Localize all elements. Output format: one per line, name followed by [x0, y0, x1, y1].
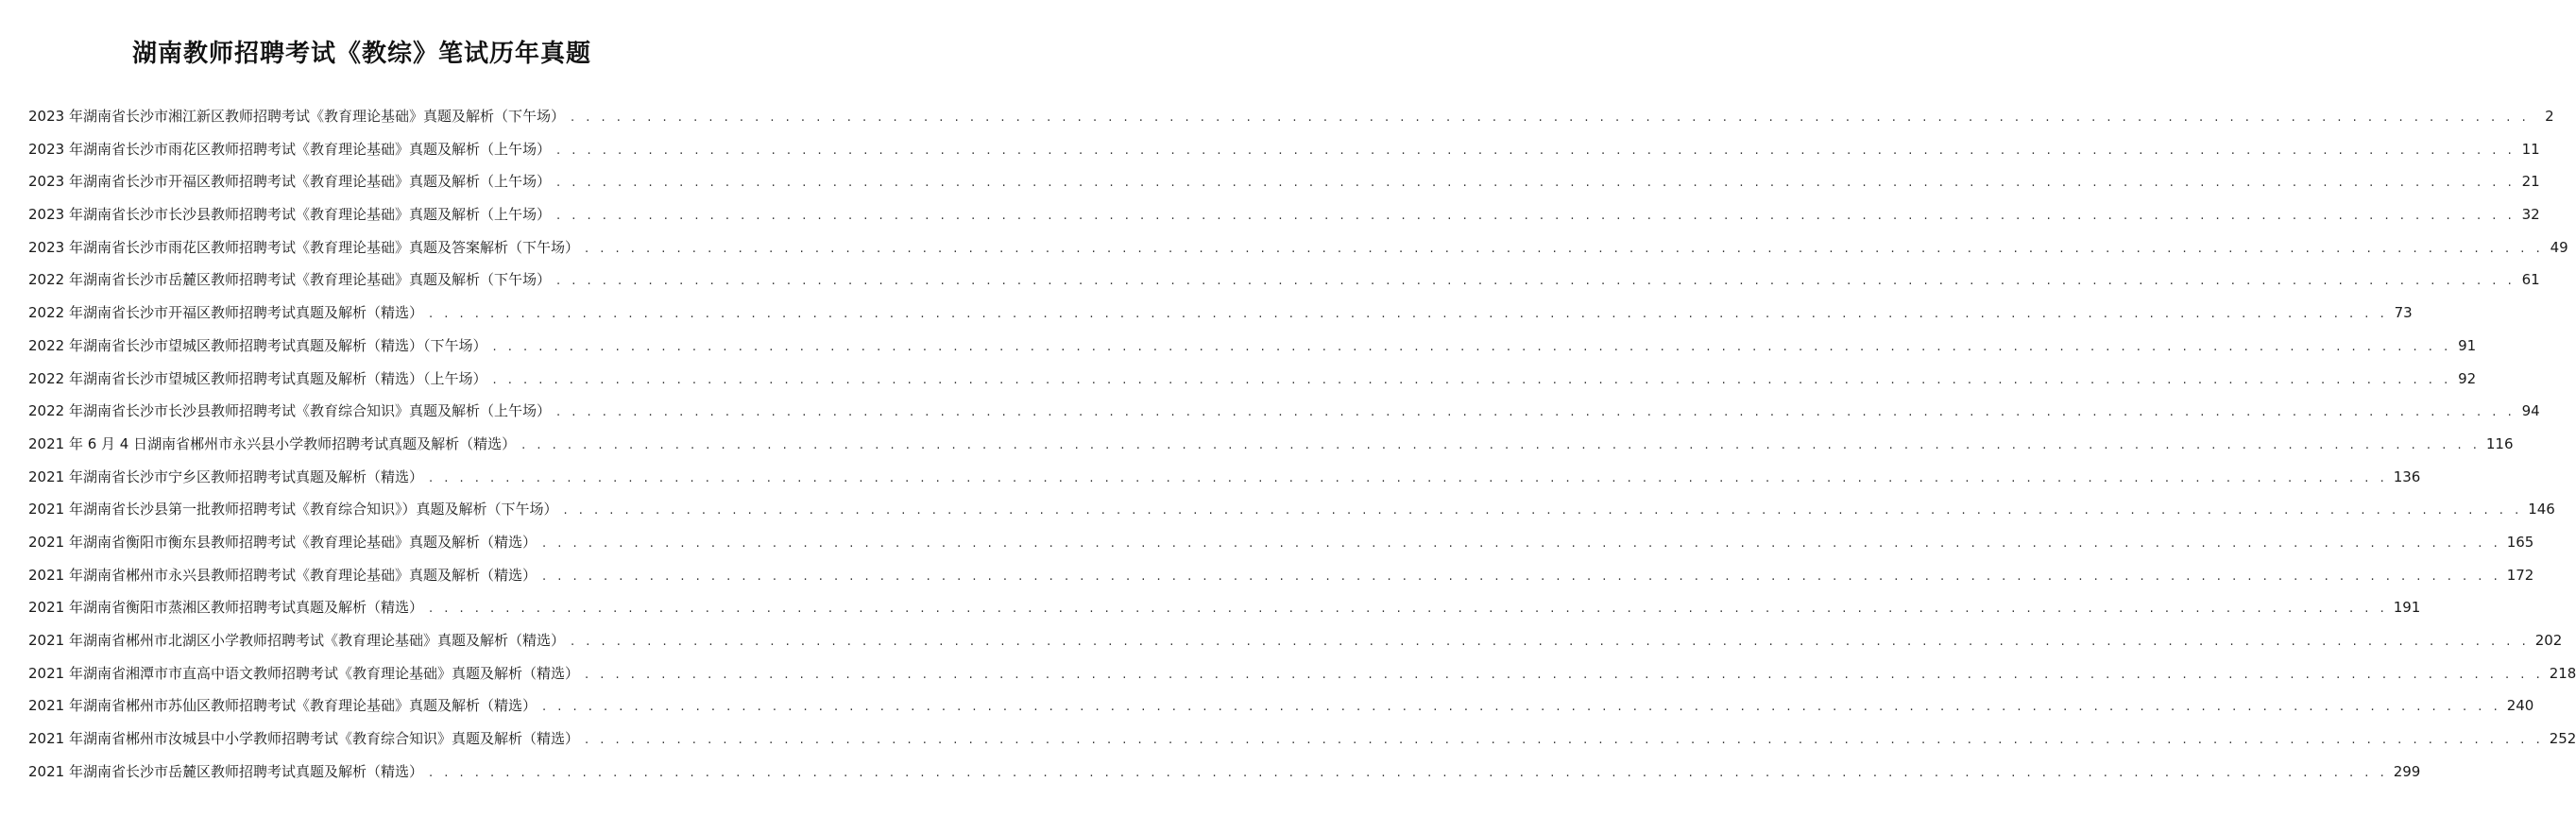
toc-entry[interactable] — [28, 532, 2534, 565]
toc-entry[interactable] — [28, 565, 2534, 598]
toc-dot-leader — [556, 209, 2516, 223]
toc-entry-page-number: 11 — [2521, 140, 2540, 158]
toc-entry[interactable] — [28, 368, 2477, 401]
toc-entry[interactable] — [28, 597, 2421, 630]
toc-entry-title: 2023 年湖南省长沙市长沙县教师招聘考试《教育理论基础》真题及解析（上午场） — [28, 206, 551, 224]
toc-entry[interactable] — [28, 467, 2421, 500]
toc-entry-page-number: 94 — [2521, 402, 2540, 420]
toc-entry[interactable] — [28, 106, 2554, 139]
toc-entry[interactable] — [28, 695, 2534, 728]
toc-entry-title: 2021 年湖南省长沙市宁乡区教师招聘考试真题及解析（精选） — [28, 468, 423, 485]
toc-entry-title: 2021 年湖南省湘潭市市直高中语文教师招聘考试《教育理论基础》真题及解析（精选） — [28, 664, 579, 682]
page-title: 湖南教师招聘考试《教综》笔试历年真题 — [131, 40, 591, 68]
toc-entry-page-number: 218 — [2549, 664, 2576, 682]
toc-entry-page-number: 172 — [2506, 566, 2534, 584]
toc-entry-page-number: 92 — [2458, 369, 2477, 387]
toc-dot-leader — [521, 438, 2481, 452]
toc-entry[interactable] — [28, 400, 2540, 434]
toc-entry-page-number: 165 — [2506, 533, 2534, 551]
toc-entry[interactable] — [28, 335, 2477, 368]
toc-entry-title: 2023 年湖南省长沙市雨花区教师招聘考试《教育理论基础》真题及解析（上午场） — [28, 140, 551, 158]
toc-entry-title: 2022 年湖南省长沙市开福区教师招聘考试真题及解析（精选） — [28, 304, 423, 322]
toc-dot-leader — [542, 536, 2501, 551]
toc-entry[interactable] — [28, 434, 2514, 467]
toc-dot-leader — [429, 602, 2388, 616]
toc-entry-page-number: 116 — [2485, 434, 2514, 452]
toc-entry-page-number: 49 — [2550, 238, 2568, 256]
toc-entry-title: 2023 年湖南省长沙市湘江新区教师招聘考试《教育理论基础》真题及解析（下午场） — [28, 108, 565, 125]
toc-dot-leader — [556, 274, 2516, 288]
toc-entry[interactable] — [28, 171, 2540, 204]
toc-entry[interactable] — [28, 728, 2576, 761]
toc-entry-title: 2023 年湖南省长沙市开福区教师招聘考试《教育理论基础》真题及解析（上午场） — [28, 173, 551, 191]
toc-dot-leader — [556, 405, 2516, 419]
toc-dot-leader — [429, 307, 2388, 321]
toc-entry-page-number: 21 — [2521, 173, 2540, 191]
toc-dot-leader — [585, 242, 2544, 256]
toc-dot-leader — [585, 668, 2544, 682]
toc-entry-page-number: 32 — [2521, 206, 2540, 224]
toc-entry[interactable] — [28, 269, 2540, 302]
toc-entry-page-number: 91 — [2458, 336, 2477, 354]
toc-dot-leader — [571, 635, 2530, 649]
toc-entry-title: 2022 年湖南省长沙市岳麓区教师招聘考试《教育理论基础》真题及解析（下午场） — [28, 271, 551, 289]
toc-entry-page-number: 61 — [2521, 271, 2540, 289]
toc-dot-leader — [585, 733, 2544, 747]
toc-entry-title: 2021 年湖南省郴州市北湖区小学教师招聘考试《教育理论基础》真题及解析（精选） — [28, 632, 565, 649]
toc-entry-title: 2023 年湖南省长沙市雨花区教师招聘考试《教育理论基础》真题及答案解析（下午场） — [28, 238, 579, 256]
toc-entry[interactable] — [28, 499, 2555, 532]
toc-entry-page-number: 252 — [2549, 730, 2576, 748]
toc-entry-page-number: 202 — [2534, 632, 2563, 649]
toc-entry-title: 2022 年湖南省长沙市望城区教师招聘考试真题及解析（精选）（上午场） — [28, 369, 487, 387]
toc-dot-leader — [571, 110, 2530, 125]
toc-dot-leader — [492, 373, 2451, 387]
toc-entry-title: 2021 年湖南省长沙县第一批教师招聘考试《教育综合知识》）真题及解析（下午场） — [28, 501, 558, 518]
toc-entry[interactable] — [28, 630, 2563, 663]
toc-entry-title: 2022 年湖南省长沙市长沙县教师招聘考试《教育综合知识》真题及解析（上午场） — [28, 402, 551, 420]
toc-entry-title: 2021 年湖南省郴州市汝城县中小学教师招聘考试《教育综合知识》真题及解析（精选） — [28, 730, 579, 748]
toc-entry[interactable] — [28, 663, 2576, 696]
toc-entry-title: 2021 年湖南省郴州市永兴县教师招聘考试《教育理论基础》真题及解析（精选） — [28, 566, 537, 584]
toc-entry-page-number: 240 — [2506, 697, 2534, 715]
toc-entry-title: 2021 年湖南省衡阳市衡东县教师招聘考试《教育理论基础》真题及解析（精选） — [28, 533, 537, 551]
toc-entry[interactable] — [28, 761, 2421, 794]
toc-entry-page-number: 191 — [2393, 599, 2421, 617]
toc-entry-title: 2021 年 6 月 4 日湖南省郴州市永兴县小学教师招聘考试真题及解析（精选） — [28, 434, 517, 452]
toc-dot-leader — [556, 176, 2516, 190]
toc-dot-leader — [492, 340, 2451, 354]
toc-entry-title: 2022 年湖南省长沙市望城区教师招聘考试真题及解析（精选）（下午场） — [28, 336, 487, 354]
toc-entry-page-number: 299 — [2393, 762, 2421, 780]
toc-entry[interactable] — [28, 204, 2540, 237]
toc-dot-leader — [542, 570, 2501, 584]
toc-entry-page-number: 136 — [2393, 468, 2421, 485]
toc-entry[interactable] — [28, 139, 2540, 172]
toc-entry-title: 2021 年湖南省衡阳市蒸湘区教师招聘考试真题及解析（精选） — [28, 599, 423, 617]
toc-entry-page-number: 2 — [2545, 108, 2554, 125]
toc-entry-page-number: 146 — [2528, 501, 2555, 518]
toc-dot-leader — [542, 700, 2501, 714]
toc-entry-title: 2021 年湖南省长沙市岳麓区教师招聘考试真题及解析（精选） — [28, 762, 423, 780]
toc-dot-leader — [563, 503, 2522, 518]
toc-dot-leader — [429, 766, 2388, 780]
toc-entry-page-number: 73 — [2394, 304, 2413, 322]
toc-entry[interactable] — [28, 302, 2413, 335]
table-of-contents — [28, 106, 2576, 793]
toc-dot-leader — [429, 471, 2388, 485]
toc-dot-leader — [556, 144, 2516, 158]
toc-entry-title: 2021 年湖南省郴州市苏仙区教师招聘考试《教育理论基础》真题及解析（精选） — [28, 697, 537, 715]
toc-entry[interactable] — [28, 237, 2568, 270]
